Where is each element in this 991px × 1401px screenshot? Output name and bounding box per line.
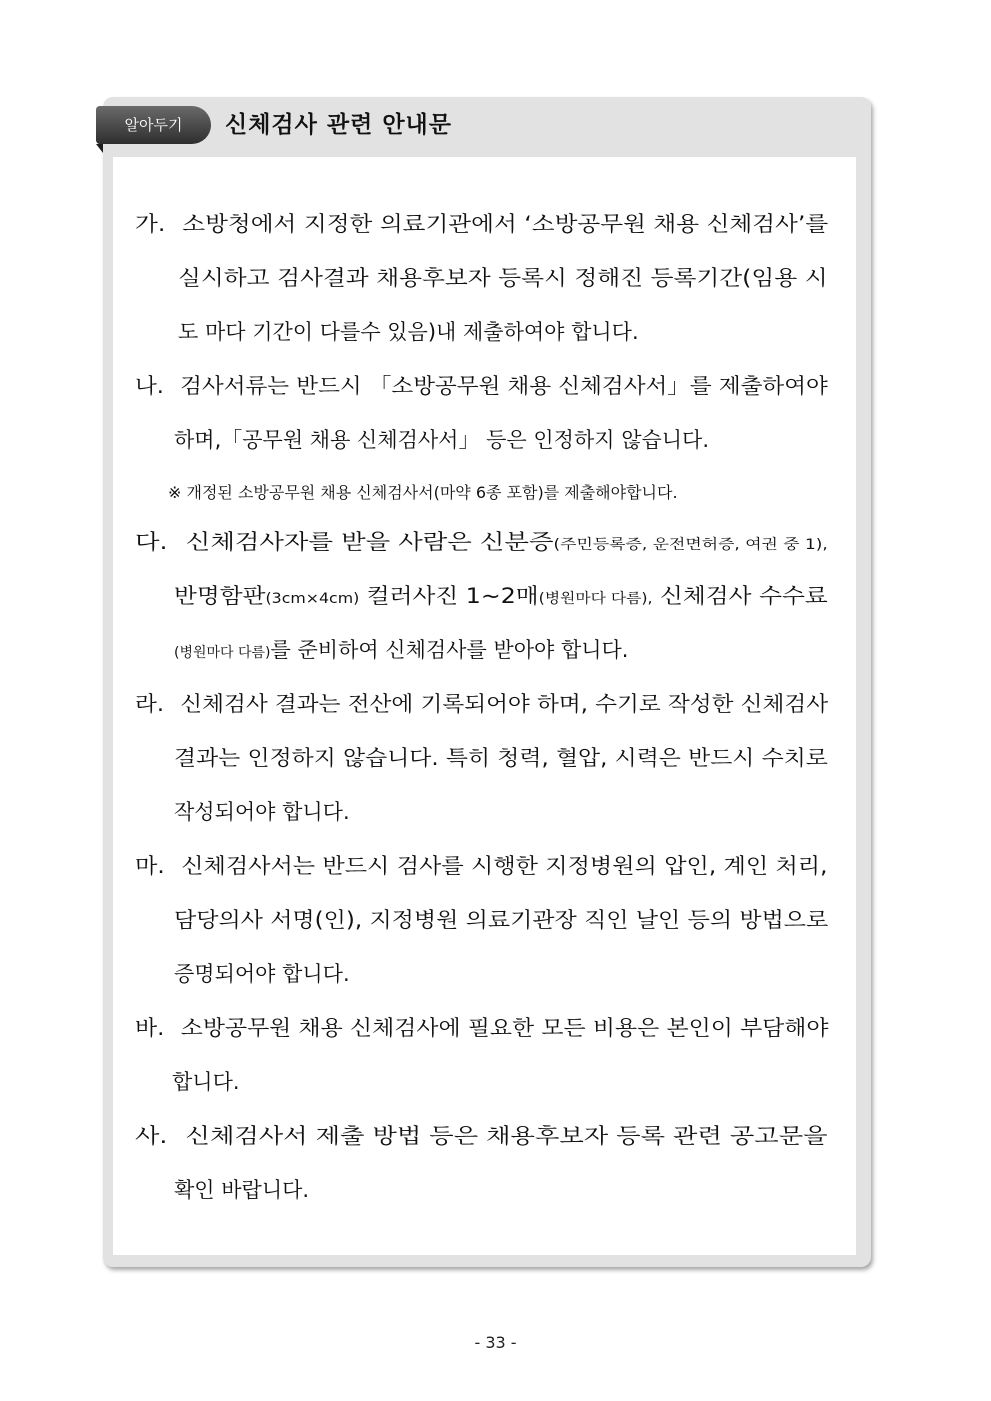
item-text: 신체검사서 제출 방법 등은 채용후보자 등록 관련 공고문을 bbox=[185, 1124, 828, 1148]
item-text: 소방공무원 채용 신체검사에 필요한 모든 비용은 본인이 부담해야 bbox=[180, 1016, 829, 1040]
item-small-text: (병원마다 다름) bbox=[174, 645, 271, 661]
item-text: 신체검사 결과는 전산에 기록되어야 하며, 수기로 작성한 신체검사 bbox=[180, 692, 829, 716]
item-text: 반명함판 bbox=[174, 584, 266, 608]
item-small-text: (주민등록증, 운전면허증, 여권 중 1), bbox=[553, 537, 828, 553]
item-na-line-1 bbox=[135, 371, 828, 401]
item-da-line-1 bbox=[135, 527, 828, 560]
item-ga-line-3: 도 마다 기간이 다를수 있음)내 제출하여야 합니다. bbox=[178, 320, 639, 344]
tag-fold-decoration bbox=[96, 144, 103, 153]
section-tag: 알아두기 bbox=[96, 106, 211, 144]
item-marker: 가. bbox=[135, 212, 166, 236]
item-text: 를 준비하여 신체검사를 받아야 합니다. bbox=[270, 638, 629, 662]
item-sa-line-1 bbox=[135, 1121, 828, 1151]
item-text: 검사서류는 반드시 「소방공무원 채용 신체검사서」를 제출하여야 bbox=[180, 374, 828, 398]
item-marker: 다. bbox=[135, 530, 168, 554]
item-marker: 라. bbox=[135, 692, 165, 716]
item-text: 신체검사서는 반드시 검사를 시행한 지정병원의 압인, 계인 처리, bbox=[181, 854, 828, 878]
item-marker: 마. bbox=[135, 854, 165, 878]
item-ma-line-2: 담당의사 서명(인), 지정병원 의료기관장 직인 날인 등의 방법으로 bbox=[174, 908, 829, 932]
page-number: - 33 - bbox=[474, 1333, 517, 1352]
note-text: ※ 개정된 소방공무원 채용 신체검사서(마약 6종 포함)를 제출해야합니다. bbox=[168, 483, 678, 502]
item-ra-line-1 bbox=[135, 689, 828, 719]
item-ba-line-1 bbox=[135, 1013, 828, 1043]
item-sa-line-2: 확인 바랍니다. bbox=[174, 1178, 310, 1202]
item-small-text: (병원마다 다름), bbox=[538, 591, 653, 607]
item-text: 신체검사자를 받을 사람은 신분증 bbox=[185, 530, 554, 554]
page-title: 신체검사 관련 안내문 bbox=[225, 112, 452, 138]
item-marker: 나. bbox=[135, 374, 164, 398]
item-text: 신체검사 수수료 bbox=[652, 584, 828, 608]
item-ma-line-1 bbox=[135, 851, 827, 881]
item-ga-line-2: 실시하고 검사결과 채용후보자 등록시 정해진 등록기간(임용 시 bbox=[178, 266, 828, 290]
item-na-line-2: 하며,「공무원 채용 신체검사서」 등은 인정하지 않습니다. bbox=[174, 428, 710, 452]
item-ga-line-1 bbox=[135, 209, 828, 239]
item-small-text: (3cm×4cm) bbox=[265, 591, 360, 607]
item-ra-line-3: 작성되어야 합니다. bbox=[174, 800, 350, 824]
item-da-line-2 bbox=[174, 581, 828, 614]
item-ra-line-2: 결과는 인정하지 않습니다. 특히 청력, 혈압, 시력은 반드시 수치로 bbox=[174, 746, 828, 770]
item-ba-line-2: 합니다. bbox=[172, 1070, 240, 1094]
item-marker: 바. bbox=[135, 1016, 165, 1040]
item-text: 소방청에서 지정한 의료기관에서 ‘소방공무원 채용 신체검사’를 bbox=[182, 212, 829, 236]
item-marker: 사. bbox=[135, 1124, 168, 1148]
item-text: 컬러사진 1~2매 bbox=[359, 584, 539, 608]
item-da-line-3 bbox=[174, 635, 628, 668]
item-ma-line-3: 증명되어야 합니다. bbox=[174, 962, 350, 986]
